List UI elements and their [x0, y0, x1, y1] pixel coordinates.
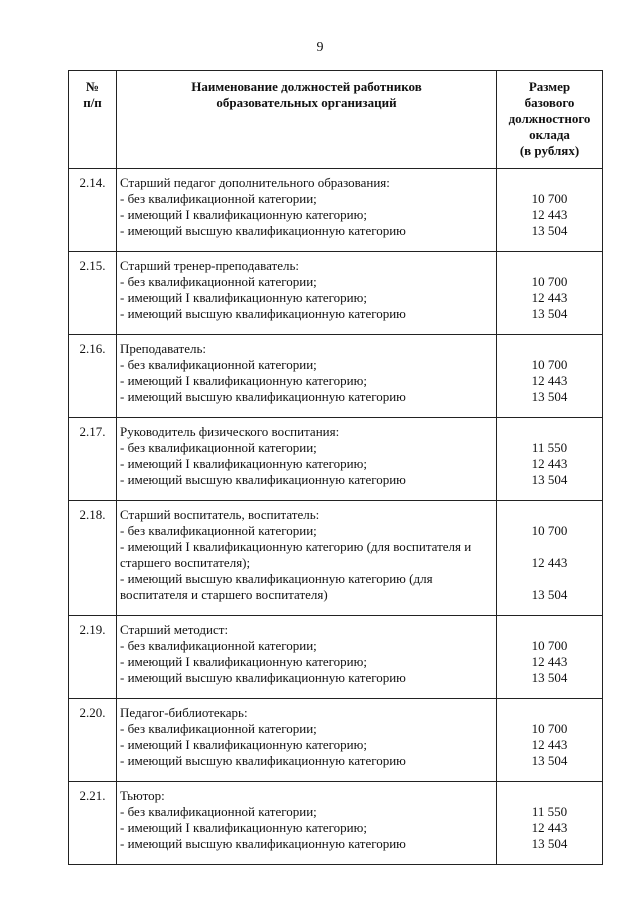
salary-value: 10 700 [531, 638, 568, 653]
category-line: - без квалификационной категории; [120, 274, 317, 289]
salary-value: 10 700 [531, 721, 568, 736]
position-cell [117, 252, 497, 335]
position-cell [117, 501, 497, 616]
row-number: 2.15. [69, 252, 117, 335]
category-line: - имеющий высшую квалификационную категорию [120, 472, 406, 487]
category-line: - имеющий высшую квалификационную категорию [120, 223, 406, 238]
salary-value: 12 443 [531, 555, 568, 570]
category-line: - без квалификационной категории; [120, 638, 317, 653]
row-number: 2.14. [69, 169, 117, 252]
amount-cell [497, 782, 603, 865]
salary-value: 12 443 [531, 290, 568, 305]
category-line: - имеющий I квалификационную категорию; [120, 737, 367, 752]
category-line: - без квалификационной категории; [120, 804, 317, 819]
salary-value: 13 504 [531, 753, 568, 768]
table-row [69, 699, 603, 782]
category-line: - без квалификационной категории; [120, 721, 317, 736]
row-number: 2.19. [69, 616, 117, 699]
header-amount-line: должностного [508, 111, 591, 126]
position-title: Преподаватель: [120, 341, 207, 356]
category-line: - имеющий I квалификационную категорию; [120, 207, 367, 222]
salary-value: 13 504 [531, 306, 568, 321]
position-title: Старший воспитатель, воспитатель: [120, 507, 320, 522]
row-number: 2.17. [69, 418, 117, 501]
position-cell [117, 616, 497, 699]
salary-table [68, 70, 603, 865]
position-title: Тьютор: [120, 788, 165, 803]
position-title: Старший методист: [120, 622, 229, 637]
table-row [69, 501, 603, 616]
header-name-line: образовательных организаций [216, 95, 397, 110]
category-line: - без квалификационной категории; [120, 357, 317, 372]
header-amount-line: оклада [529, 127, 570, 142]
position-cell [117, 699, 497, 782]
header-position-name [117, 71, 497, 169]
salary-value: 10 700 [531, 191, 568, 206]
category-line: - имеющий I квалификационную категорию; [120, 373, 367, 388]
salary-value: 10 700 [531, 357, 568, 372]
category-line: - имеющий I квалификационную категорию; [120, 820, 367, 835]
table-row [69, 335, 603, 418]
salary-value: 13 504 [531, 836, 568, 851]
salary-value: 12 443 [531, 820, 568, 835]
position-cell [117, 782, 497, 865]
category-line: - без квалификационной категории; [120, 191, 317, 206]
amount-cell [497, 335, 603, 418]
category-line: - без квалификационной категории; [120, 440, 317, 455]
salary-value: 13 504 [531, 223, 568, 238]
salary-value: 12 443 [531, 456, 568, 471]
table-row [69, 418, 603, 501]
salary-value: 12 443 [531, 373, 568, 388]
header-amount-line: (в рублях) [519, 143, 580, 158]
amount-cell [497, 169, 603, 252]
category-line: - имеющий высшую квалификационную категорию [120, 753, 406, 768]
category-line: - имеющий высшую квалификационную категорию [120, 670, 406, 685]
amount-cell [497, 699, 603, 782]
header-number-line: п/п [83, 95, 102, 110]
header-number [69, 71, 117, 169]
position-cell [117, 335, 497, 418]
table-row [69, 616, 603, 699]
position-title: Руководитель физического воспитания: [120, 424, 340, 439]
salary-value: 10 700 [531, 523, 568, 538]
table-row [69, 169, 603, 252]
amount-cell [497, 501, 603, 616]
salary-value: 13 504 [531, 587, 568, 602]
table-row [69, 782, 603, 865]
category-line: - без квалификационной категории; [120, 523, 317, 538]
header-number-line: № [85, 79, 100, 94]
amount-cell [497, 418, 603, 501]
salary-value: 13 504 [531, 472, 568, 487]
category-line: - имеющий I квалификационную категорию; [120, 290, 367, 305]
salary-value: 11 550 [531, 440, 568, 455]
row-number: 2.21. [69, 782, 117, 865]
position-title: Старший тренер-преподаватель: [120, 258, 300, 273]
table-row [69, 252, 603, 335]
header-name-line: Наименование должностей работников [191, 79, 422, 94]
category-line: - имеющий высшую квалификационную категорию (для воспитателя и старшего воспитателя) [120, 571, 433, 602]
table-header-row [69, 71, 603, 169]
category-line: - имеющий высшую квалификационную категорию [120, 836, 406, 851]
salary-value: 13 504 [531, 389, 568, 404]
position-cell [117, 169, 497, 252]
row-number: 2.16. [69, 335, 117, 418]
header-salary-amount [497, 71, 603, 169]
row-number: 2.20. [69, 699, 117, 782]
header-amount-line: Размер [528, 79, 571, 94]
page-number: 9 [316, 40, 324, 55]
position-title: Педагог-библиотекарь: [120, 705, 248, 720]
category-line: - имеющий I квалификационную категорию (для воспитателя и старшего воспитателя); [120, 539, 472, 570]
salary-value: 12 443 [531, 654, 568, 669]
category-line: - имеющий высшую квалификационную категорию [120, 389, 406, 404]
salary-value: 13 504 [531, 670, 568, 685]
salary-value: 11 550 [531, 804, 568, 819]
salary-value: 12 443 [531, 207, 568, 222]
position-title: Старший педагог дополнительного образования: [120, 175, 390, 190]
salary-value: 12 443 [531, 737, 568, 752]
position-cell [117, 418, 497, 501]
row-number: 2.18. [69, 501, 117, 616]
category-line: - имеющий I квалификационную категорию; [120, 654, 367, 669]
category-line: - имеющий высшую квалификационную категорию [120, 306, 406, 321]
amount-cell [497, 252, 603, 335]
amount-cell [497, 616, 603, 699]
header-amount-line: базового [524, 95, 575, 110]
salary-value: 10 700 [531, 274, 568, 289]
category-line: - имеющий I квалификационную категорию; [120, 456, 367, 471]
